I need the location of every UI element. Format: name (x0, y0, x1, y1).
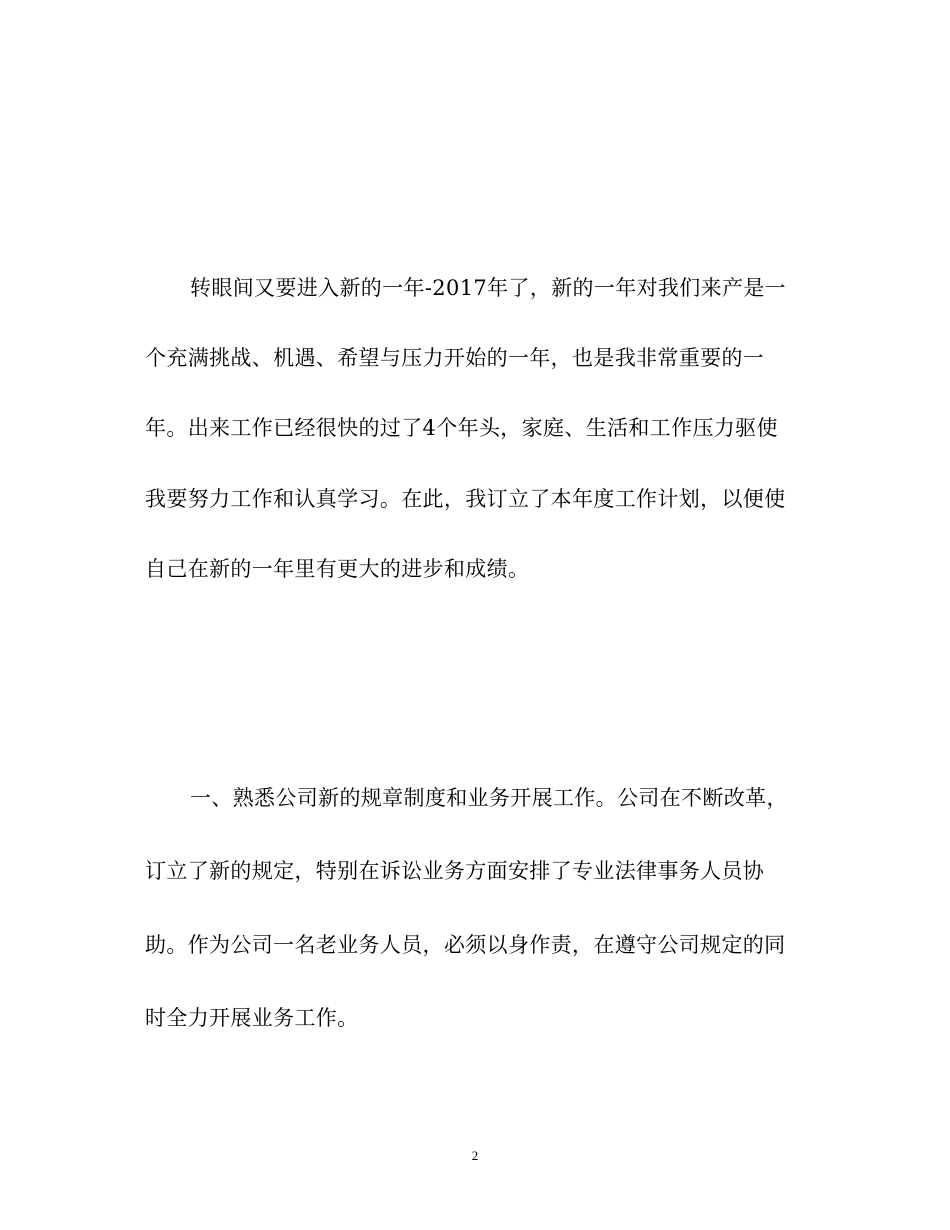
paragraph-line: 助。作为公司一名老业务人员，必须以身作责，在遵守公司规定的同 (145, 933, 786, 957)
paragraph-line: 自己在新的一年里有更大的进步和成绩。 (145, 557, 530, 581)
paragraph-line: 个充满挑战、机遇、希望与压力开始的一年，也是我非常重要的一 (145, 346, 765, 370)
paragraph-line: 订立了新的规定，特别在诉讼业务方面安排了专业法律事务人员协 (145, 859, 765, 883)
paragraph-line: 我要努力工作和认真学习。在此，我订立了本年度工作计划，以便使 (145, 487, 786, 511)
paragraph-line: 时全力开展业务工作。 (145, 1006, 359, 1030)
paragraph-line: 一、熟悉公司新的规章制度和业务开展工作。公司在不断改革， (190, 786, 788, 810)
paragraph-line: 转眼间又要进入新的一年-2017年了，新的一年对我们来产是一 (190, 276, 787, 300)
paragraph-line: 年。出来工作已经很快的过了4个年头，家庭、生活和工作压力驱使 (145, 416, 778, 440)
page-number: 2 (471, 1148, 479, 1163)
